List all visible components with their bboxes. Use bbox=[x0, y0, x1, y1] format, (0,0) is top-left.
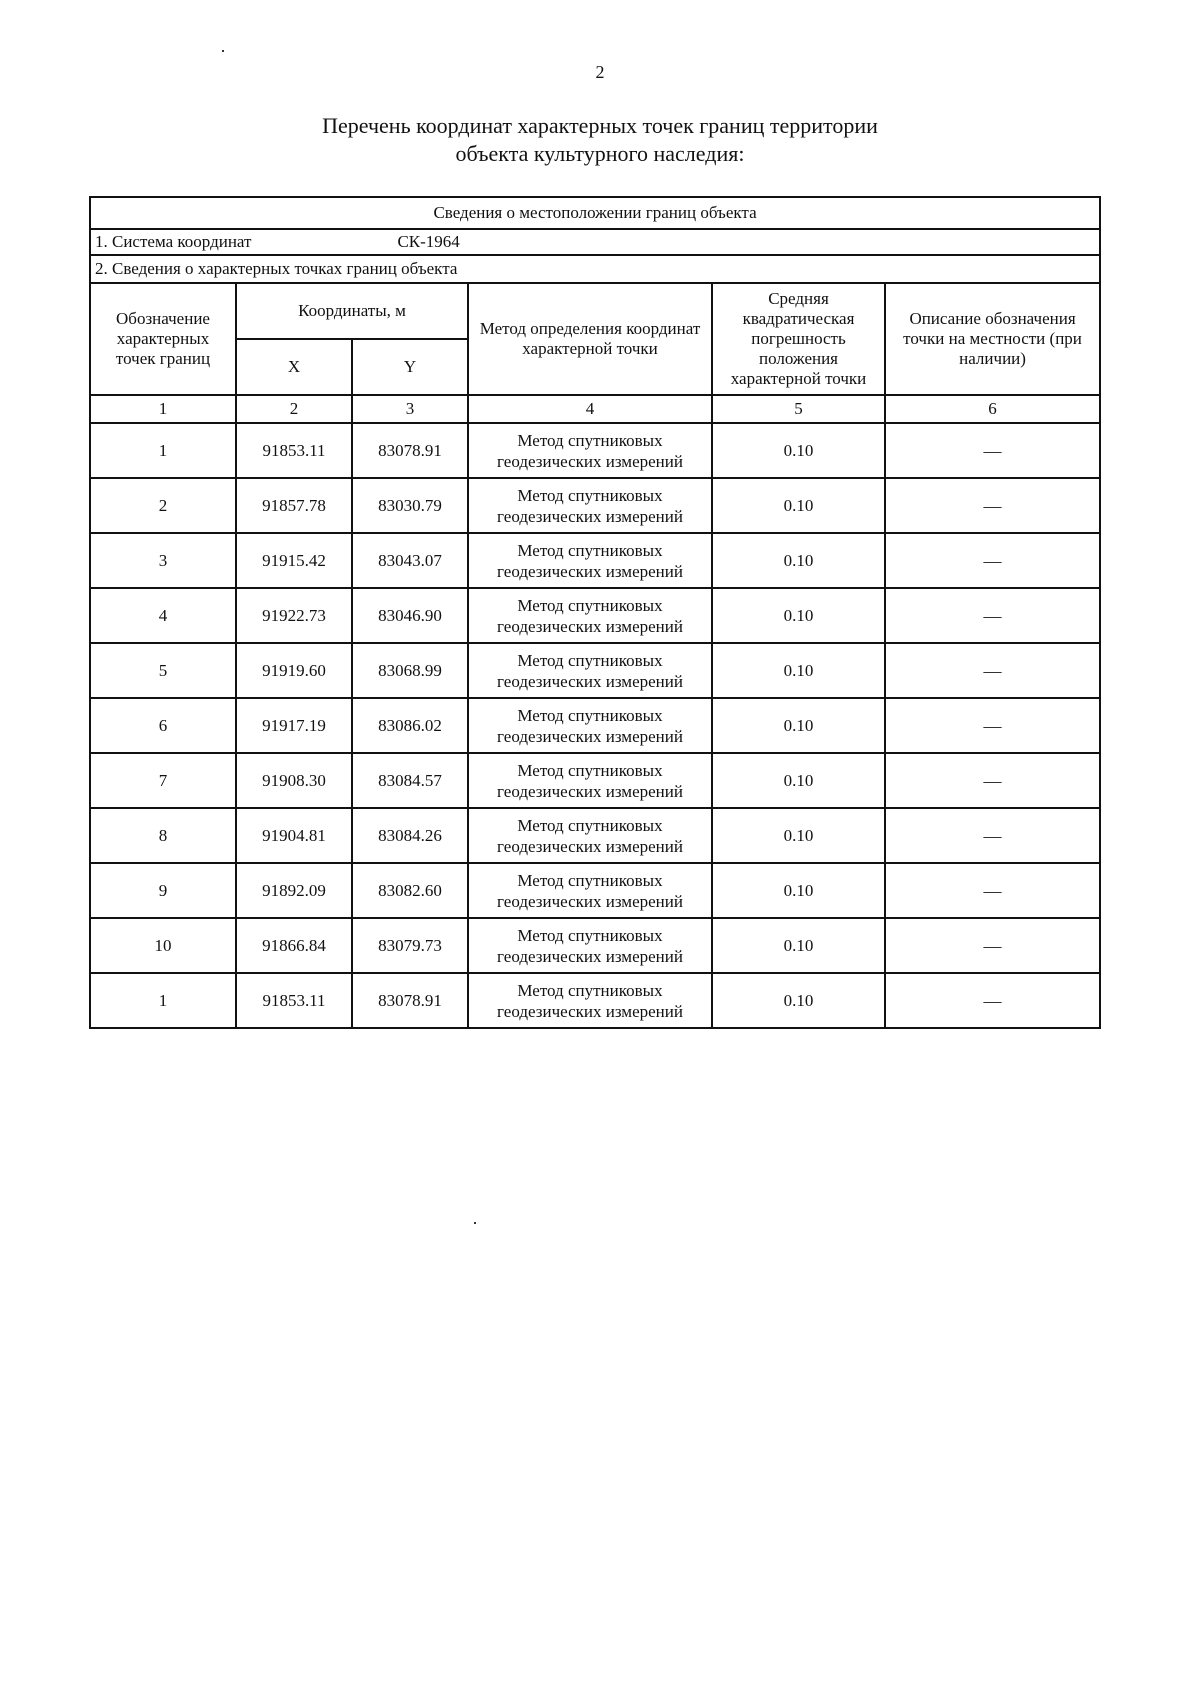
method-cell bbox=[468, 863, 712, 918]
point-id: 7 bbox=[90, 753, 236, 808]
description-value: — bbox=[885, 643, 1100, 698]
error-value: 0.10 bbox=[712, 423, 885, 478]
description-value: — bbox=[885, 698, 1100, 753]
column-number: 3 bbox=[352, 395, 468, 423]
table-row bbox=[90, 973, 1100, 1028]
error-value: 0.10 bbox=[712, 533, 885, 588]
point-id: 6 bbox=[90, 698, 236, 753]
header-method: Метод определения координат характерной точки bbox=[468, 283, 712, 395]
method-line-1: Метод спутниковых bbox=[517, 540, 663, 560]
error-value: 0.10 bbox=[712, 973, 885, 1028]
method-cell bbox=[468, 698, 712, 753]
method-line-2: геодезических измерений bbox=[497, 561, 683, 581]
header-y: Y bbox=[352, 339, 468, 395]
scan-speck bbox=[222, 50, 224, 52]
description-value: — bbox=[885, 478, 1100, 533]
method-line-1: Метод спутниковых bbox=[517, 815, 663, 835]
point-id: 2 bbox=[90, 478, 236, 533]
points-info-row bbox=[90, 255, 1100, 283]
x-coordinate: 91908.30 bbox=[236, 753, 352, 808]
section-header: Сведения о местоположении границ объекта bbox=[90, 197, 1100, 229]
description-value: — bbox=[885, 863, 1100, 918]
point-id: 9 bbox=[90, 863, 236, 918]
method-cell bbox=[468, 533, 712, 588]
y-coordinate: 83086.02 bbox=[352, 698, 468, 753]
method-cell bbox=[468, 918, 712, 973]
method-line-1: Метод спутниковых bbox=[517, 760, 663, 780]
coord-system-row bbox=[90, 229, 1100, 255]
point-id: 10 bbox=[90, 918, 236, 973]
error-value: 0.10 bbox=[712, 808, 885, 863]
method-line-2: геодезических измерений bbox=[497, 946, 683, 966]
x-coordinate: 91915.42 bbox=[236, 533, 352, 588]
y-coordinate: 83046.90 bbox=[352, 588, 468, 643]
method-line-1: Метод спутниковых bbox=[517, 430, 663, 450]
page-number: 2 bbox=[595, 62, 605, 82]
header-x: X bbox=[236, 339, 352, 395]
column-number: 5 bbox=[712, 395, 885, 423]
method-line-2: геодезических измерений bbox=[497, 506, 683, 526]
x-coordinate: 91866.84 bbox=[236, 918, 352, 973]
method-cell bbox=[468, 478, 712, 533]
method-line-1: Метод спутниковых bbox=[517, 485, 663, 505]
point-id: 4 bbox=[90, 588, 236, 643]
document-title bbox=[0, 112, 1200, 168]
method-line-2: геодезических измерений bbox=[497, 781, 683, 801]
method-line-1: Метод спутниковых bbox=[517, 925, 663, 945]
method-cell bbox=[468, 643, 712, 698]
header-error: Средняя квадратическая погрешность положения характерной точки bbox=[712, 283, 885, 395]
x-coordinate: 91922.73 bbox=[236, 588, 352, 643]
document-title-line-1: Перечень координат характерных точек границ территории bbox=[322, 113, 878, 138]
y-coordinate: 83043.07 bbox=[352, 533, 468, 588]
y-coordinate: 83068.99 bbox=[352, 643, 468, 698]
method-cell bbox=[468, 808, 712, 863]
column-number: 6 bbox=[885, 395, 1100, 423]
x-coordinate: 91917.19 bbox=[236, 698, 352, 753]
y-coordinate: 83079.73 bbox=[352, 918, 468, 973]
method-cell bbox=[468, 753, 712, 808]
description-value: — bbox=[885, 588, 1100, 643]
method-line-2: геодезических измерений bbox=[497, 891, 683, 911]
table-row bbox=[90, 753, 1100, 808]
header-description: Описание обозначения точки на местности (при наличии) bbox=[885, 283, 1100, 395]
point-id: 1 bbox=[90, 973, 236, 1028]
x-coordinate: 91857.78 bbox=[236, 478, 352, 533]
point-id: 1 bbox=[90, 423, 236, 478]
table-row bbox=[90, 588, 1100, 643]
error-value: 0.10 bbox=[712, 478, 885, 533]
table-row bbox=[90, 698, 1100, 753]
table-row bbox=[90, 918, 1100, 973]
description-value: — bbox=[885, 753, 1100, 808]
x-coordinate: 91853.11 bbox=[236, 423, 352, 478]
point-id: 5 bbox=[90, 643, 236, 698]
method-cell bbox=[468, 973, 712, 1028]
method-line-1: Метод спутниковых bbox=[517, 705, 663, 725]
method-line-2: геодезических измерений bbox=[497, 1001, 683, 1021]
column-number: 4 bbox=[468, 395, 712, 423]
table-row bbox=[90, 423, 1100, 478]
method-line-2: геодезических измерений bbox=[497, 671, 683, 691]
scan-speck bbox=[474, 1222, 476, 1224]
header-designation: Обозначение характерных точек границ bbox=[90, 283, 236, 395]
header-coordinates: Координаты, м bbox=[236, 283, 468, 339]
coord-system-label: 1. Система координат bbox=[95, 232, 252, 251]
table-row bbox=[90, 808, 1100, 863]
description-value: — bbox=[885, 533, 1100, 588]
coord-system-cell bbox=[90, 229, 1100, 255]
method-line-1: Метод спутниковых bbox=[517, 870, 663, 890]
coord-system-value: СК-1964 bbox=[397, 232, 460, 251]
y-coordinate: 83030.79 bbox=[352, 478, 468, 533]
x-coordinate: 91853.11 bbox=[236, 973, 352, 1028]
table-row bbox=[90, 478, 1100, 533]
y-coordinate: 83084.26 bbox=[352, 808, 468, 863]
x-coordinate: 91919.60 bbox=[236, 643, 352, 698]
y-coordinate: 83084.57 bbox=[352, 753, 468, 808]
error-value: 0.10 bbox=[712, 863, 885, 918]
column-number: 1 bbox=[90, 395, 236, 423]
point-id: 8 bbox=[90, 808, 236, 863]
column-numbers-row bbox=[90, 395, 1100, 423]
document-title-line-2: объекта культурного наследия: bbox=[455, 141, 745, 166]
error-value: 0.10 bbox=[712, 588, 885, 643]
error-value: 0.10 bbox=[712, 643, 885, 698]
x-coordinate: 91904.81 bbox=[236, 808, 352, 863]
method-line-2: геодезических измерений bbox=[497, 726, 683, 746]
error-value: 0.10 bbox=[712, 698, 885, 753]
y-coordinate: 83082.60 bbox=[352, 863, 468, 918]
method-cell bbox=[468, 588, 712, 643]
method-cell bbox=[468, 423, 712, 478]
section-header-row bbox=[90, 197, 1100, 229]
table-row bbox=[90, 863, 1100, 918]
method-line-1: Метод спутниковых bbox=[517, 595, 663, 615]
method-line-2: геодезических измерений bbox=[497, 451, 683, 471]
table-row bbox=[90, 643, 1100, 698]
method-line-1: Метод спутниковых bbox=[517, 650, 663, 670]
method-line-2: геодезических измерений bbox=[497, 616, 683, 636]
description-value: — bbox=[885, 423, 1100, 478]
method-line-2: геодезических измерений bbox=[497, 836, 683, 856]
error-value: 0.10 bbox=[712, 753, 885, 808]
x-coordinate: 91892.09 bbox=[236, 863, 352, 918]
column-number: 2 bbox=[236, 395, 352, 423]
description-value: — bbox=[885, 973, 1100, 1028]
y-coordinate: 83078.91 bbox=[352, 973, 468, 1028]
point-id: 3 bbox=[90, 533, 236, 588]
points-info-label: 2. Сведения о характерных точках границ объекта bbox=[90, 255, 1100, 283]
coordinates-table bbox=[89, 196, 1101, 1029]
table-row bbox=[90, 533, 1100, 588]
description-value: — bbox=[885, 918, 1100, 973]
error-value: 0.10 bbox=[712, 918, 885, 973]
header-row-1 bbox=[90, 283, 1100, 339]
method-line-1: Метод спутниковых bbox=[517, 980, 663, 1000]
y-coordinate: 83078.91 bbox=[352, 423, 468, 478]
description-value: — bbox=[885, 808, 1100, 863]
